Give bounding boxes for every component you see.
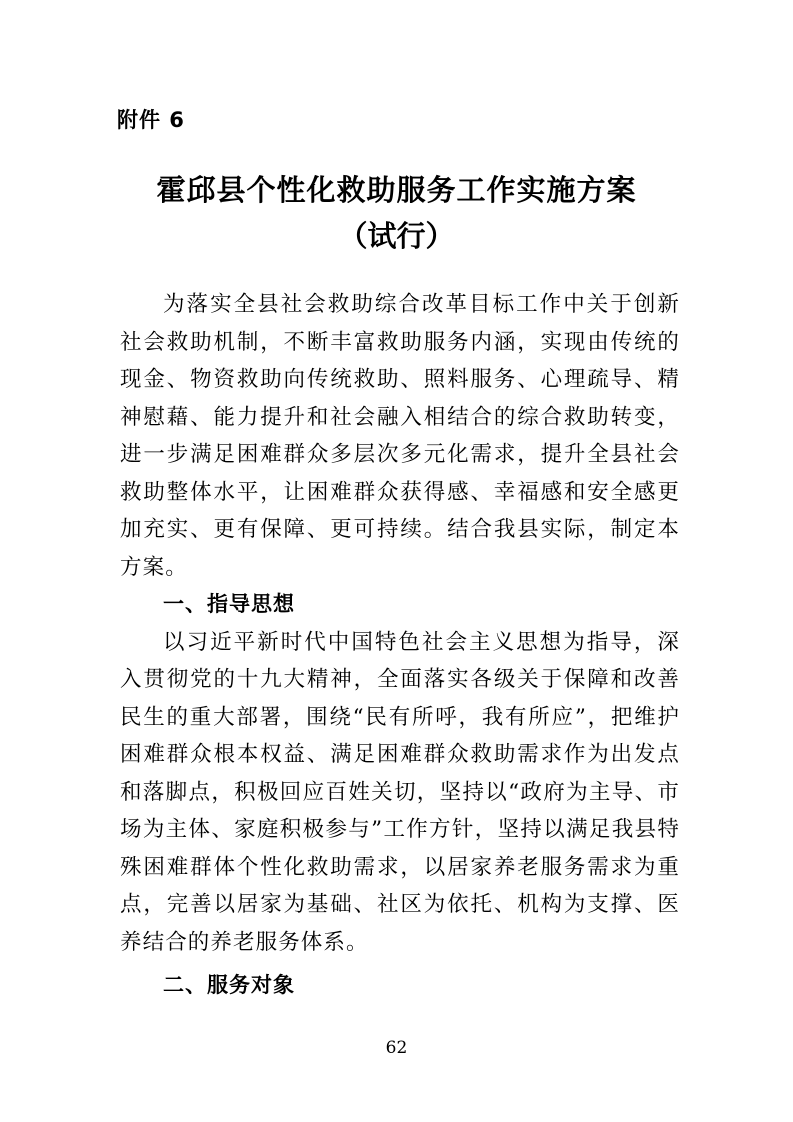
document-title: 霍邱县个性化救助服务工作实施方案	[156, 173, 637, 207]
document-body	[120, 286, 680, 1005]
document-subtitle: （试行）	[338, 219, 455, 253]
page-number: 62	[385, 1038, 408, 1058]
intro-paragraph: 为落实全县社会救助综合改革目标工作中关于创新社会救助机制，不断丰富救助服务内涵，实现由传统的现金、物资救助向传统救助、照料服务、心理疏导、精神慰藉、能力提升和社会融入相结合的综合救助转变，进一步满足困难群众多层次多元化需求，提升全县社会救助整体水平，让困难群众获得感、幸福感和安全感更加充实、更有保障、更可持续。结合我县实际，制定本方案。	[120, 292, 680, 580]
section-heading-service-targets: 二、服务对象	[163, 973, 295, 997]
guiding-ideology-paragraph: 以习近平新时代中国特色社会主义思想为指导，深入贯彻党的十九大精神，全面落实各级关于保障和改善民生的重大部署，围绕“民有所呼，我有所应”，把维护困难群众根本权益、满足困难群众救助需求作为出发点和落脚点，积极回应百姓关切，坚持以“政府为主导、市场为主体、家庭积极参与”工作方针，坚持以满足我县特殊困难群体个性化救助需求，以居家养老服务需求为重点，完善以居家为基础、社区为依托、机构为支撑、医养结合的养老服务体系。	[120, 629, 680, 955]
section-heading-guiding-ideology: 一、指导思想	[163, 592, 295, 616]
attachment-label: 附件 6	[117, 108, 185, 132]
title-block	[0, 168, 793, 258]
